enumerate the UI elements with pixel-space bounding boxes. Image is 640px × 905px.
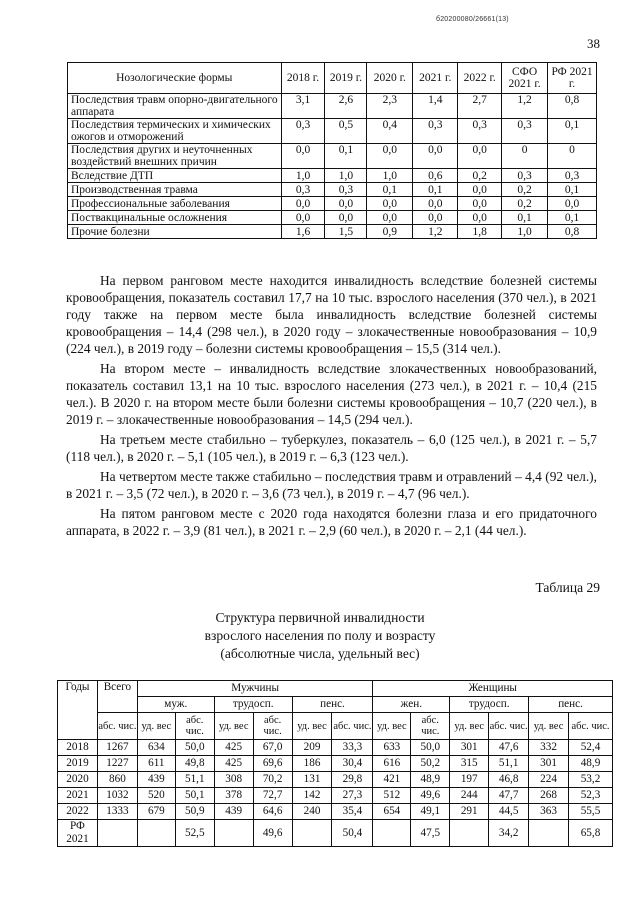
table-cell: 50,4	[332, 820, 373, 847]
table-cell: 0,0	[325, 197, 367, 211]
table-cell: 131	[292, 772, 332, 788]
table-cell: 0,0	[548, 197, 597, 211]
column-header: Женщины	[373, 681, 613, 697]
table-cell: 46,8	[489, 772, 529, 788]
table-cell: 27,3	[332, 788, 373, 804]
table-cell: 1,8	[458, 225, 502, 239]
table-row	[68, 211, 597, 225]
row-label: 2022	[58, 804, 98, 820]
column-header: абс. чис.	[332, 713, 373, 740]
table-cell: 0,2	[502, 197, 548, 211]
row-label: Последствия других и неуточненных воздействий внешних причин	[68, 144, 282, 169]
caption-line: взрослого населения по полу и возрасту	[204, 628, 436, 643]
table-cell: 244	[450, 788, 489, 804]
table-cell: 48,9	[569, 756, 613, 772]
table-cell: 611	[137, 756, 175, 772]
table-cell: 0,3	[458, 119, 502, 144]
table-cell: 308	[214, 772, 253, 788]
row-label: Последствия термических и химических ожогов и отморожений	[68, 119, 282, 144]
nosology-table	[67, 62, 597, 239]
table-cell: 0,0	[458, 211, 502, 225]
table-cell: 315	[450, 756, 489, 772]
table-cell: 0,1	[548, 183, 597, 197]
table-row	[68, 144, 597, 169]
table-row	[58, 740, 613, 756]
table-cell: 64,6	[253, 804, 292, 820]
table-row	[58, 788, 613, 804]
column-header: 2021 г.	[413, 63, 458, 94]
table-cell: 2,7	[458, 94, 502, 119]
table-cell: 72,7	[253, 788, 292, 804]
column-header: трудосп.	[214, 697, 292, 713]
table-cell: 52,3	[569, 788, 613, 804]
table-row	[68, 94, 597, 119]
column-header: абс. чис.	[97, 713, 137, 740]
table-cell: 51,1	[489, 756, 529, 772]
paragraph: На втором месте – инвалидность вследствие злокачественных новообразований, показатель составил 13,1 на 10 тыс. взрослого населения (273 чел.), в 2021 г. – 10,4 (215 чел.). В 2020 г. на втором месте были болезни системы кровообращения – 10,7 (220 чел.), в 2019 г. – злокачественные новообразования – 14,5 (294 чел.).	[66, 361, 597, 427]
table-cell	[373, 820, 411, 847]
table-cell: 0,0	[281, 144, 325, 169]
table-cell: 633	[373, 740, 411, 756]
table-cell: 44,5	[489, 804, 529, 820]
table-cell: 50,0	[411, 740, 450, 756]
table-cell: 55,5	[569, 804, 613, 820]
table-cell: 50,0	[175, 740, 214, 756]
table-cell: 30,4	[332, 756, 373, 772]
table-cell: 47,7	[489, 788, 529, 804]
row-label: РФ 2021	[58, 820, 98, 847]
table-cell: 291	[450, 804, 489, 820]
table-cell: 0,0	[367, 144, 413, 169]
column-header: Всего	[97, 681, 137, 713]
row-label: Производственная травма	[68, 183, 282, 197]
table-cell: 0,8	[548, 225, 597, 239]
table-cell: 197	[450, 772, 489, 788]
column-header: 2022 г.	[458, 63, 502, 94]
column-header: абс. чис.	[489, 713, 529, 740]
table-cell: 1,6	[281, 225, 325, 239]
table-cell: 0,0	[413, 144, 458, 169]
table-cell: 49,8	[175, 756, 214, 772]
table-cell: 51,1	[175, 772, 214, 788]
table-row	[68, 225, 597, 239]
table-cell: 0,3	[325, 183, 367, 197]
column-header: уд. вес	[373, 713, 411, 740]
table-cell: 1032	[97, 788, 137, 804]
table-cell: 70,2	[253, 772, 292, 788]
table-cell: 50,1	[175, 788, 214, 804]
row-label: 2019	[58, 756, 98, 772]
table-cell: 0,3	[502, 169, 548, 183]
table-cell: 0,2	[458, 169, 502, 183]
paragraph: На первом ранговом месте находится инвалидность вследствие болезней системы кровообращения, показатель составил 17,7 на 10 тыс. взрослого населения (370 чел.), в 2021 году также на первом месте была инвалидность вследствие болезней системы кровообращения – 14,4 (298 чел.), в 2020 году – злокачественные новообразования – 10,9 (224 чел.), в 2019 году – болезни системы кровообращения – 15,5 (314 чел.).	[66, 273, 597, 356]
table-cell: 332	[529, 740, 569, 756]
column-header: Годы	[58, 681, 98, 740]
table-cell: 67,0	[253, 740, 292, 756]
row-label: Последствия травм опорно-двигательного аппарата	[68, 94, 282, 119]
column-header: 2020 г.	[367, 63, 413, 94]
column-header: уд. вес	[214, 713, 253, 740]
table-cell: 48,9	[411, 772, 450, 788]
body-text	[66, 272, 597, 542]
table-cell: 33,3	[332, 740, 373, 756]
table-cell: 0,0	[325, 211, 367, 225]
table-cell: 512	[373, 788, 411, 804]
table-cell: 378	[214, 788, 253, 804]
row-label: 2018	[58, 740, 98, 756]
table-caption	[0, 609, 640, 663]
table-cell: 0,0	[281, 197, 325, 211]
table-cell: 0,8	[548, 94, 597, 119]
table-cell: 439	[214, 804, 253, 820]
table-cell: 0,0	[281, 211, 325, 225]
column-header: 2018 г.	[281, 63, 325, 94]
table-cell: 224	[529, 772, 569, 788]
table-row	[58, 772, 613, 788]
disability-structure-table	[57, 680, 613, 847]
table-cell: 301	[529, 756, 569, 772]
table-cell: 0,3	[281, 119, 325, 144]
table-cell: 0	[502, 144, 548, 169]
table-cell: 1,0	[502, 225, 548, 239]
column-header: СФО 2021 г.	[502, 63, 548, 94]
table-cell: 2,6	[325, 94, 367, 119]
column-header: уд. вес	[450, 713, 489, 740]
table-cell: 1,2	[502, 94, 548, 119]
table-cell: 860	[97, 772, 137, 788]
table-cell: 0,5	[325, 119, 367, 144]
table-cell: 1267	[97, 740, 137, 756]
table-cell: 1333	[97, 804, 137, 820]
table-cell: 0,1	[548, 119, 597, 144]
table-cell: 0,4	[367, 119, 413, 144]
table-cell: 0,3	[281, 183, 325, 197]
table-cell: 0,3	[502, 119, 548, 144]
paragraph: На третьем месте стабильно – туберкулез, показатель – 6,0 (125 чел.), в 2021 г. – 5,7 (118 чел.), в 2020 г. – 5,1 (105 чел.), в 2019 г. – 6,3 (123 чел.).	[66, 432, 597, 464]
table-cell: 1227	[97, 756, 137, 772]
table-cell: 425	[214, 740, 253, 756]
table-cell: 209	[292, 740, 332, 756]
column-header: абс. чис.	[411, 713, 450, 740]
paragraph: На пятом ранговом месте с 2020 года находятся болезни глаза и его придаточного аппарата, в 2022 г. – 3,9 (81 чел.), в 2021 г. – 2,9 (60 чел.), в 2020 г. – 2,1 (44 чел.).	[66, 506, 597, 538]
row-label: Прочие болезни	[68, 225, 282, 239]
row-label: Поствакцинальные осложнения	[68, 211, 282, 225]
column-header: жен.	[373, 697, 450, 713]
column-header: муж.	[137, 697, 214, 713]
column-header: РФ 2021 г.	[548, 63, 597, 94]
table-cell: 616	[373, 756, 411, 772]
table-cell: 0,1	[548, 211, 597, 225]
column-header: трудосп.	[450, 697, 529, 713]
table-cell: 34,2	[489, 820, 529, 847]
table-cell: 268	[529, 788, 569, 804]
column-header: абс. чис.	[175, 713, 214, 740]
table-cell: 2,3	[367, 94, 413, 119]
column-header: пенс.	[292, 697, 373, 713]
column-header: уд. вес	[137, 713, 175, 740]
table-cell	[292, 820, 332, 847]
table-cell: 0,3	[548, 169, 597, 183]
table-cell: 363	[529, 804, 569, 820]
table-cell: 425	[214, 756, 253, 772]
table-cell: 0,3	[413, 119, 458, 144]
column-header: уд. вес	[292, 713, 332, 740]
table-cell: 0,0	[458, 144, 502, 169]
page-number: 38	[587, 36, 600, 51]
table-row	[68, 119, 597, 144]
table-cell: 52,4	[569, 740, 613, 756]
table-cell: 35,4	[332, 804, 373, 820]
table-cell: 47,6	[489, 740, 529, 756]
row-label: 2020	[58, 772, 98, 788]
table-cell: 49,6	[253, 820, 292, 847]
table-cell: 50,2	[411, 756, 450, 772]
table-cell	[214, 820, 253, 847]
column-header: 2019 г.	[325, 63, 367, 94]
table-header-row	[68, 63, 597, 94]
row-label: 2021	[58, 788, 98, 804]
table-cell: 0,0	[458, 197, 502, 211]
table-cell: 240	[292, 804, 332, 820]
table-cell: 0,0	[413, 197, 458, 211]
table-cell: 1,0	[281, 169, 325, 183]
table-row	[58, 804, 613, 820]
table-cell: 421	[373, 772, 411, 788]
table-row	[58, 756, 613, 772]
document-code: б20200080/26661(13)	[436, 16, 509, 23]
table-cell: 1,5	[325, 225, 367, 239]
table-cell: 0,1	[367, 183, 413, 197]
table-cell: 52,5	[175, 820, 214, 847]
row-label: Профессиональные заболевания	[68, 197, 282, 211]
table-cell: 53,2	[569, 772, 613, 788]
table-cell: 1,2	[413, 225, 458, 239]
table-cell: 0,0	[367, 211, 413, 225]
table-cell: 29,8	[332, 772, 373, 788]
table-cell: 0,1	[502, 211, 548, 225]
table-cell: 1,0	[325, 169, 367, 183]
table-cell: 3,1	[281, 94, 325, 119]
table-cell	[97, 820, 137, 847]
table-row	[68, 197, 597, 211]
column-header: абс. чис.	[569, 713, 613, 740]
table-cell	[450, 820, 489, 847]
table-cell: 47,5	[411, 820, 450, 847]
table-cell: 0,2	[502, 183, 548, 197]
table-cell: 439	[137, 772, 175, 788]
table-cell: 1,4	[413, 94, 458, 119]
column-header: пенс.	[529, 697, 613, 713]
row-label: Вследствие ДТП	[68, 169, 282, 183]
paragraph: На четвертом месте также стабильно – последствия травм и отравлений – 4,4 (92 чел.), в 2021 г. – 3,5 (72 чел.), в 2020 г. – 3,6 (73 чел.), в 2019 г. – 4,7 (96 чел.).	[66, 469, 597, 501]
table-cell: 0,0	[367, 197, 413, 211]
table-cell: 0,1	[325, 144, 367, 169]
column-header: Мужчины	[137, 681, 373, 697]
table-cell: 49,1	[411, 804, 450, 820]
table-row	[58, 820, 613, 847]
column-header: абс. чис.	[253, 713, 292, 740]
table-row	[68, 183, 597, 197]
table-cell: 654	[373, 804, 411, 820]
table-cell: 69,6	[253, 756, 292, 772]
table-cell: 0,0	[458, 183, 502, 197]
table-cell: 0	[548, 144, 597, 169]
table-cell: 301	[450, 740, 489, 756]
table-cell	[529, 820, 569, 847]
table-cell: 0,1	[413, 183, 458, 197]
table-cell: 679	[137, 804, 175, 820]
table-cell: 49,6	[411, 788, 450, 804]
column-header: Нозологические формы	[68, 63, 282, 94]
table-row	[68, 169, 597, 183]
caption-line: Структура первичной инвалидности	[215, 610, 425, 625]
column-header: уд. вес	[529, 713, 569, 740]
table-cell: 520	[137, 788, 175, 804]
table-cell: 186	[292, 756, 332, 772]
table-label: Таблица 29	[535, 580, 600, 595]
table-cell: 50,9	[175, 804, 214, 820]
table-cell: 1,0	[367, 169, 413, 183]
table-cell	[137, 820, 175, 847]
table-cell: 142	[292, 788, 332, 804]
table-cell: 0,0	[413, 211, 458, 225]
table-cell: 65,8	[569, 820, 613, 847]
table-cell: 634	[137, 740, 175, 756]
table-cell: 0,6	[413, 169, 458, 183]
table-cell: 0,9	[367, 225, 413, 239]
caption-line: (абсолютные числа, удельный вес)	[220, 646, 420, 661]
